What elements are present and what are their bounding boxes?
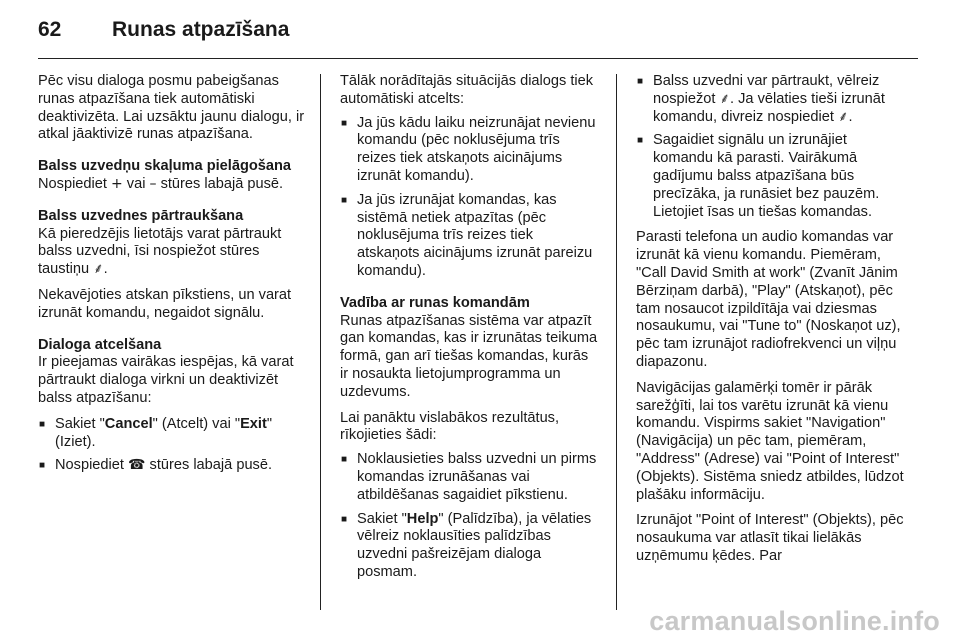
page-number: 62	[38, 18, 62, 41]
volume-paragraph: Nospiediet + vai – stūres labajā pusē.	[38, 175, 284, 192]
column-2	[340, 73, 598, 590]
list-item: ■ Balss uzvedni var pārtraukt, vēlreiz nospiežot ⸙. Ja vēlaties tieši izrunāt komandu, divreiz nospiediet ⸙.	[636, 73, 908, 126]
navigation-paragraph: Navigācijas galamērķi tomēr ir pārāk sarežģīti, lai tos varētu izrunāt kā vienu komandu. Vispirms sakiet "Navigation" (Navigācija) un pēc tam, piemēram, "Address" (Adrese) vai "Point of Interest" (Objekts). Sistēma sniedz atbildes, lūdzot plašāku informāciju.	[636, 379, 904, 503]
watermark: carmanualsonline.info	[649, 606, 940, 636]
minus-icon: –	[149, 175, 157, 192]
auto-cancel-intro: Tālāk norādītajās situācijās dialogs tiek automātiski atcelts:	[340, 73, 594, 107]
auto-cancel-list	[340, 115, 598, 281]
list-item: ■ Ja jūs izrunājat komandas, kas sistēmā netiek atpazītas (pēc noklusējuma trīs reizes tiek atskaņots aicinājums izrunāt pareizu komandu).	[340, 192, 598, 281]
talk-button-icon: ⸙	[837, 108, 849, 125]
plus-icon: +	[111, 175, 123, 192]
column-3	[636, 73, 908, 574]
heading-control: Vadība ar runas komandām	[340, 294, 530, 311]
page-header	[0, 0, 960, 56]
list-item: ■ Nospiediet ☎ stūres labajā pusē.	[38, 457, 306, 475]
phone-hangup-icon: ☎	[128, 457, 146, 474]
heading-cancel: Dialoga atcelšana	[38, 336, 162, 353]
commands-paragraph: Parasti telefona un audio komandas var izrunāt kā vienu komandu. Piemēram, "Call David Smith at work" (Zvanīt Jānim Bērziņam darbā), "Play" (Atskaņot), pēc tam nosaucot izpildītāja vai dziesmas nosaukumu, vai "Tune to" (Noskaņot uz), pēc tam izrunājot radiofrekvenci un viļņu diapazonu.	[636, 229, 901, 370]
cancel-intro: Ir pieejamas vairākas iespējas, kā varat pārtraukt dialoga virkni un deaktivizēt balss atpazīšanu:	[38, 354, 294, 406]
heading-interrupt: Balss uzvednes pārtraukšana	[38, 207, 244, 224]
beep-paragraph: Nekavējoties atskan pīkstiens, un varat izrunāt komandu, negaidot signālu.	[38, 286, 292, 321]
best-results-paragraph: Lai panāktu vislabākos rezultātus, rīkojieties šādi:	[340, 409, 560, 444]
column-divider-1	[320, 74, 321, 610]
list-item: ■ Sagaidiet signālu un izrunājiet komandu kā parasti. Vairākumā gadījumu balss atpazīšana būs precīzāka, ja runāsiet bez pauzēm. Lietojiet īsas un tiešas komandas.	[636, 132, 908, 221]
column-1	[38, 73, 306, 483]
list-item: ■ Sakiet "Cancel" (Atcelt) vai "Exit" (Iziet).	[38, 416, 306, 452]
talk-button-icon: ⸙	[719, 90, 731, 107]
page-title: Runas atpazīšana	[112, 18, 290, 41]
intro-paragraph: Pēc visu dialoga posmu pabeigšanas runas atpazīšana tiek automātiski deaktivizēta. Lai uzsāktu jaunu dialogu, ir atkal jāaktivizē runas atpazīšana.	[38, 73, 305, 143]
heading-volume: Balss uzvedņu skaļuma pielāgošana	[38, 158, 292, 175]
list-item: ■ Sakiet "Help" (Palīdzība), ja vēlaties vēlreiz noklausīties palīdzības uzvedni pašreizējam dialoga posmam.	[340, 511, 598, 582]
cancel-list	[38, 416, 306, 475]
control-paragraph: Runas atpazīšanas sistēma var atpazīt gan komandas, kas ir izrunātas teikuma formā, gan arī tiešas komandas, kurās ir nosaukta lietojumprogramma un uzdevums.	[340, 312, 598, 400]
tips-list-continued	[636, 73, 908, 221]
list-item: ■ Ja jūs kādu laiku neizrunājat nevienu komandu (pēc noklusējuma trīs reizes tiek atskaņots aicinājums izrunāt komandu).	[340, 115, 598, 186]
tips-list	[340, 451, 598, 582]
poi-paragraph: Izrunājot "Point of Interest" (Objekts), pēc nosaukuma var atlasīt tikai lielākās uzņēmumu ķēdes. Par	[636, 512, 904, 564]
interrupt-paragraph: Kā pieredzējis lietotājs varat pārtraukt balss uzvedni, īsi nospiežot stūres taustiņu ⸙.	[38, 225, 282, 278]
list-item: ■ Noklausieties balss uzvedni un pirms komandas izrunāšanas vai atbildēšanas sagaidiet pīkstienu.	[340, 451, 598, 504]
talk-button-icon: ⸙	[93, 261, 104, 278]
header-divider	[38, 58, 918, 59]
column-divider-2	[616, 74, 617, 610]
